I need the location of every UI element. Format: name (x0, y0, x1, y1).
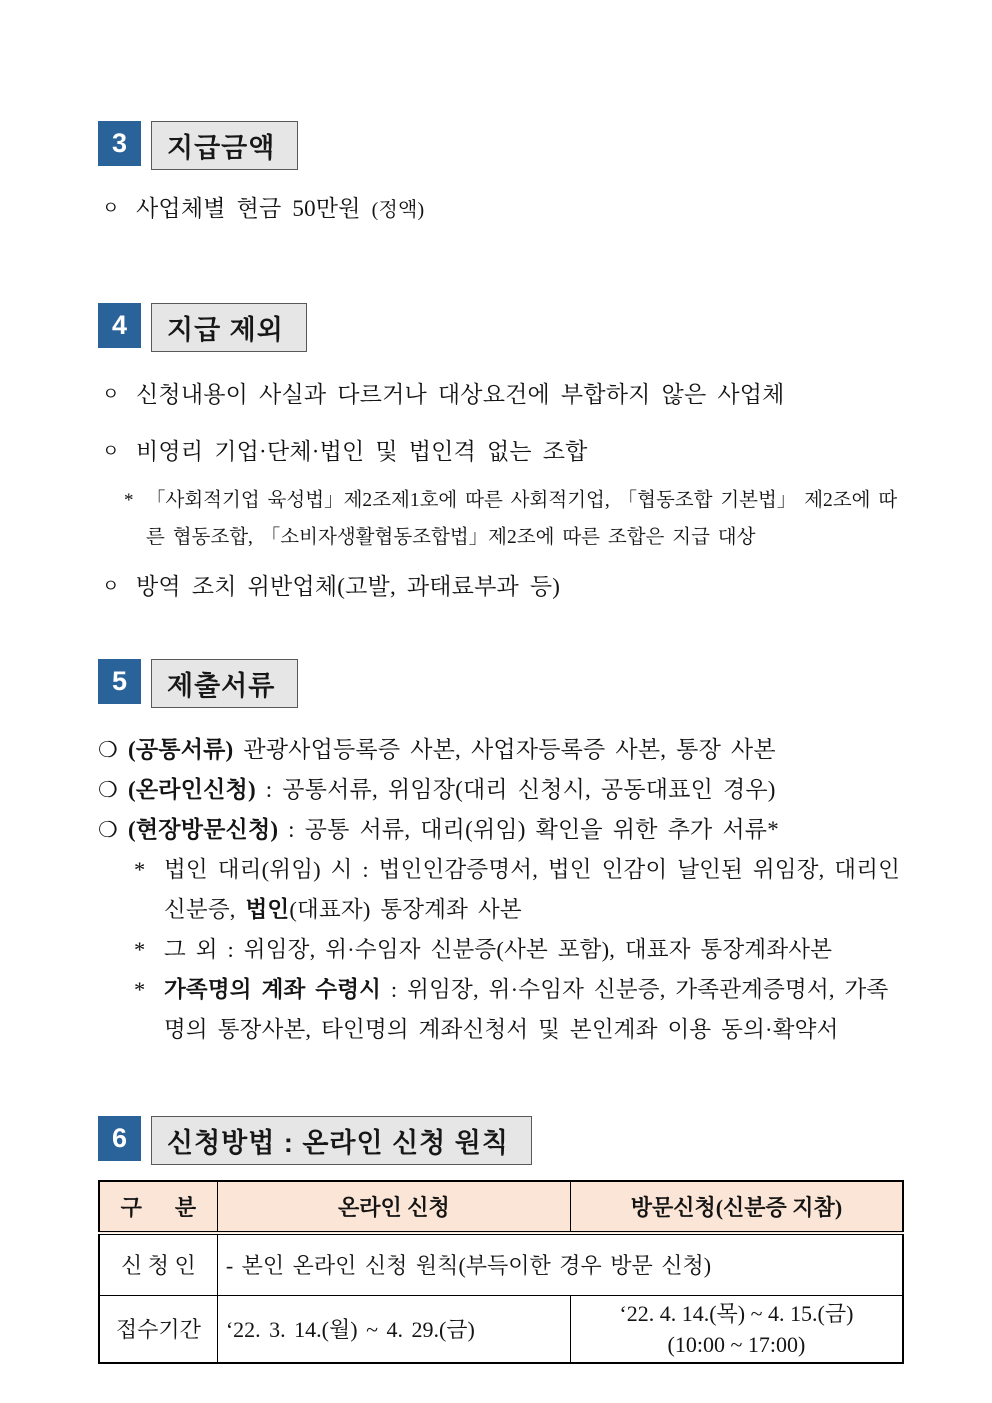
section-5-header (98, 659, 904, 708)
application-method-table (98, 1180, 904, 1364)
applicant-label: 신 청 인 (99, 1233, 217, 1295)
documents-visit-body: : 공통 서류, 대리(위임) 확인을 위한 추가 서류* (278, 817, 779, 842)
asterisk-icon: * (134, 937, 146, 962)
documents-online (98, 770, 904, 810)
section-5-title: 제출서류 (151, 659, 298, 708)
section-4-number-badge: 4 (98, 303, 141, 348)
exclusion-bullet-1 (98, 378, 904, 411)
documents-online-tag: (온라인신청) (128, 777, 256, 802)
circle-bullet-icon: ❍ (98, 817, 118, 842)
section-6-number-badge: 6 (98, 1116, 141, 1161)
asterisk-icon: * (134, 977, 146, 1002)
sub-corporate-post: (대표자) 통장계좌 사본 (289, 897, 522, 922)
section-4-title: 지급 제외 (151, 303, 307, 352)
section-payment-exclusion (98, 303, 904, 603)
exclusion-bullet-3-text: 방역 조치 위반업체(고발, 과태료부과 등) (136, 574, 561, 599)
section-required-documents (98, 659, 904, 1050)
section-4-header (98, 303, 904, 352)
exclusion-bullet-2 (98, 435, 904, 468)
section-payment-amount (98, 121, 904, 227)
payment-amount-bullet (98, 192, 904, 227)
table-row-period (99, 1295, 903, 1363)
period-online-value: ‘22. 3. 14.(월) ~ 4. 29.(금) (217, 1295, 570, 1363)
documents-sub-other-text: 그 외 : 위임장, 위·수임자 신분증(사본 포함), 대표자 통장계좌사본 (164, 937, 833, 962)
section-3-header (98, 121, 904, 170)
table-row-applicant (99, 1233, 903, 1295)
section-application-method (98, 1116, 904, 1364)
circle-bullet-icon: ㅇ (102, 576, 120, 596)
exclusion-footnote (98, 482, 904, 556)
documents-common-tag: (공통서류) (128, 737, 234, 762)
exclusion-bullet-2-text: 비영리 기업·단체·법인 및 법인격 없는 조합 (136, 439, 588, 464)
documents-online-text (128, 770, 904, 810)
period-label: 접수기간 (99, 1295, 217, 1363)
documents-sub-other (98, 930, 904, 970)
sub-corporate-pre: 법인 대리(위임) 시 : 법인인감증명서, 법인 인감이 날인된 위임장, 대리인 신분증, (164, 857, 901, 922)
documents-sub-family (98, 970, 904, 1050)
documents-online-body: : 공통서류, 위임장(대리 신청시, 공동대표인 경우) (255, 777, 776, 802)
exclusion-bullet-1-text: 신청내용이 사실과 다르거나 대상요건에 부합하지 않은 사업체 (136, 382, 785, 407)
circle-bullet-icon: ❍ (98, 737, 118, 762)
exclusion-footnote-text: 「사회적기업 육성법」제2조제1호에 따른 사회적기업, 「협동조합 기본법」 제2조에 따른 협동조합, 「소비자생활협동조합법」제2조에 따른 조합은 지급 대상 (146, 490, 898, 548)
header-online: 온라인 신청 (217, 1181, 570, 1233)
documents-sub-corporate-text (164, 850, 904, 930)
documents-visit-text (128, 810, 904, 850)
period-visit-line1: ‘22. 4. 14.(목) ~ 4. 15.(금) (619, 1300, 854, 1326)
asterisk-icon: * (134, 857, 146, 882)
section-6-header (98, 1116, 904, 1165)
documents-visit-tag: (현장방문신청) (128, 817, 279, 842)
section-3-number-badge: 3 (98, 121, 141, 166)
circle-bullet-icon: ㅇ (102, 384, 120, 404)
documents-sub-family-text (164, 970, 904, 1050)
applicant-value: - 본인 온라인 신청 원칙(부득이한 경우 방문 신청) (217, 1233, 903, 1295)
sub-family-post: : 위임장, 위·수임자 신분증, 가족관계증명서, 가족명의 통장사본, 타인명의 계좌신청서 및 본인계좌 이용 동의·확약서 (164, 977, 889, 1042)
period-visit-line2: (10:00 ~ 17:00) (667, 1331, 806, 1357)
circle-bullet-icon: ㅇ (102, 441, 120, 461)
asterisk-icon: * (124, 490, 134, 511)
section-3-title: 지급금액 (151, 121, 298, 170)
documents-common (98, 730, 904, 770)
documents-common-body: 관광사업등록증 사본, 사업자등록증 사본, 통장 사본 (233, 737, 776, 762)
payment-amount-paren: (정액) (371, 199, 425, 221)
period-visit-value (570, 1295, 903, 1363)
section-6-title: 신청방법 : 온라인 신청 원칙 (151, 1116, 532, 1165)
circle-bullet-icon: ❍ (98, 777, 118, 802)
documents-common-text (128, 730, 904, 770)
sub-corporate-bold: 법인 (245, 897, 290, 922)
section-5-number-badge: 5 (98, 659, 141, 704)
payment-amount-main: 사업체별 현금 50만원 (136, 196, 361, 221)
circle-bullet-icon: ㅇ (102, 198, 120, 218)
exclusion-bullet-3 (98, 570, 904, 603)
header-visit: 방문신청(신분증 지참) (570, 1181, 903, 1233)
header-category: 구 분 (99, 1181, 217, 1233)
documents-sub-corporate (98, 850, 904, 930)
sub-family-bold: 가족명의 계좌 수령시 (164, 977, 382, 1002)
payment-amount-text (136, 192, 904, 227)
table-header-row (99, 1181, 903, 1233)
documents-visit (98, 810, 904, 850)
